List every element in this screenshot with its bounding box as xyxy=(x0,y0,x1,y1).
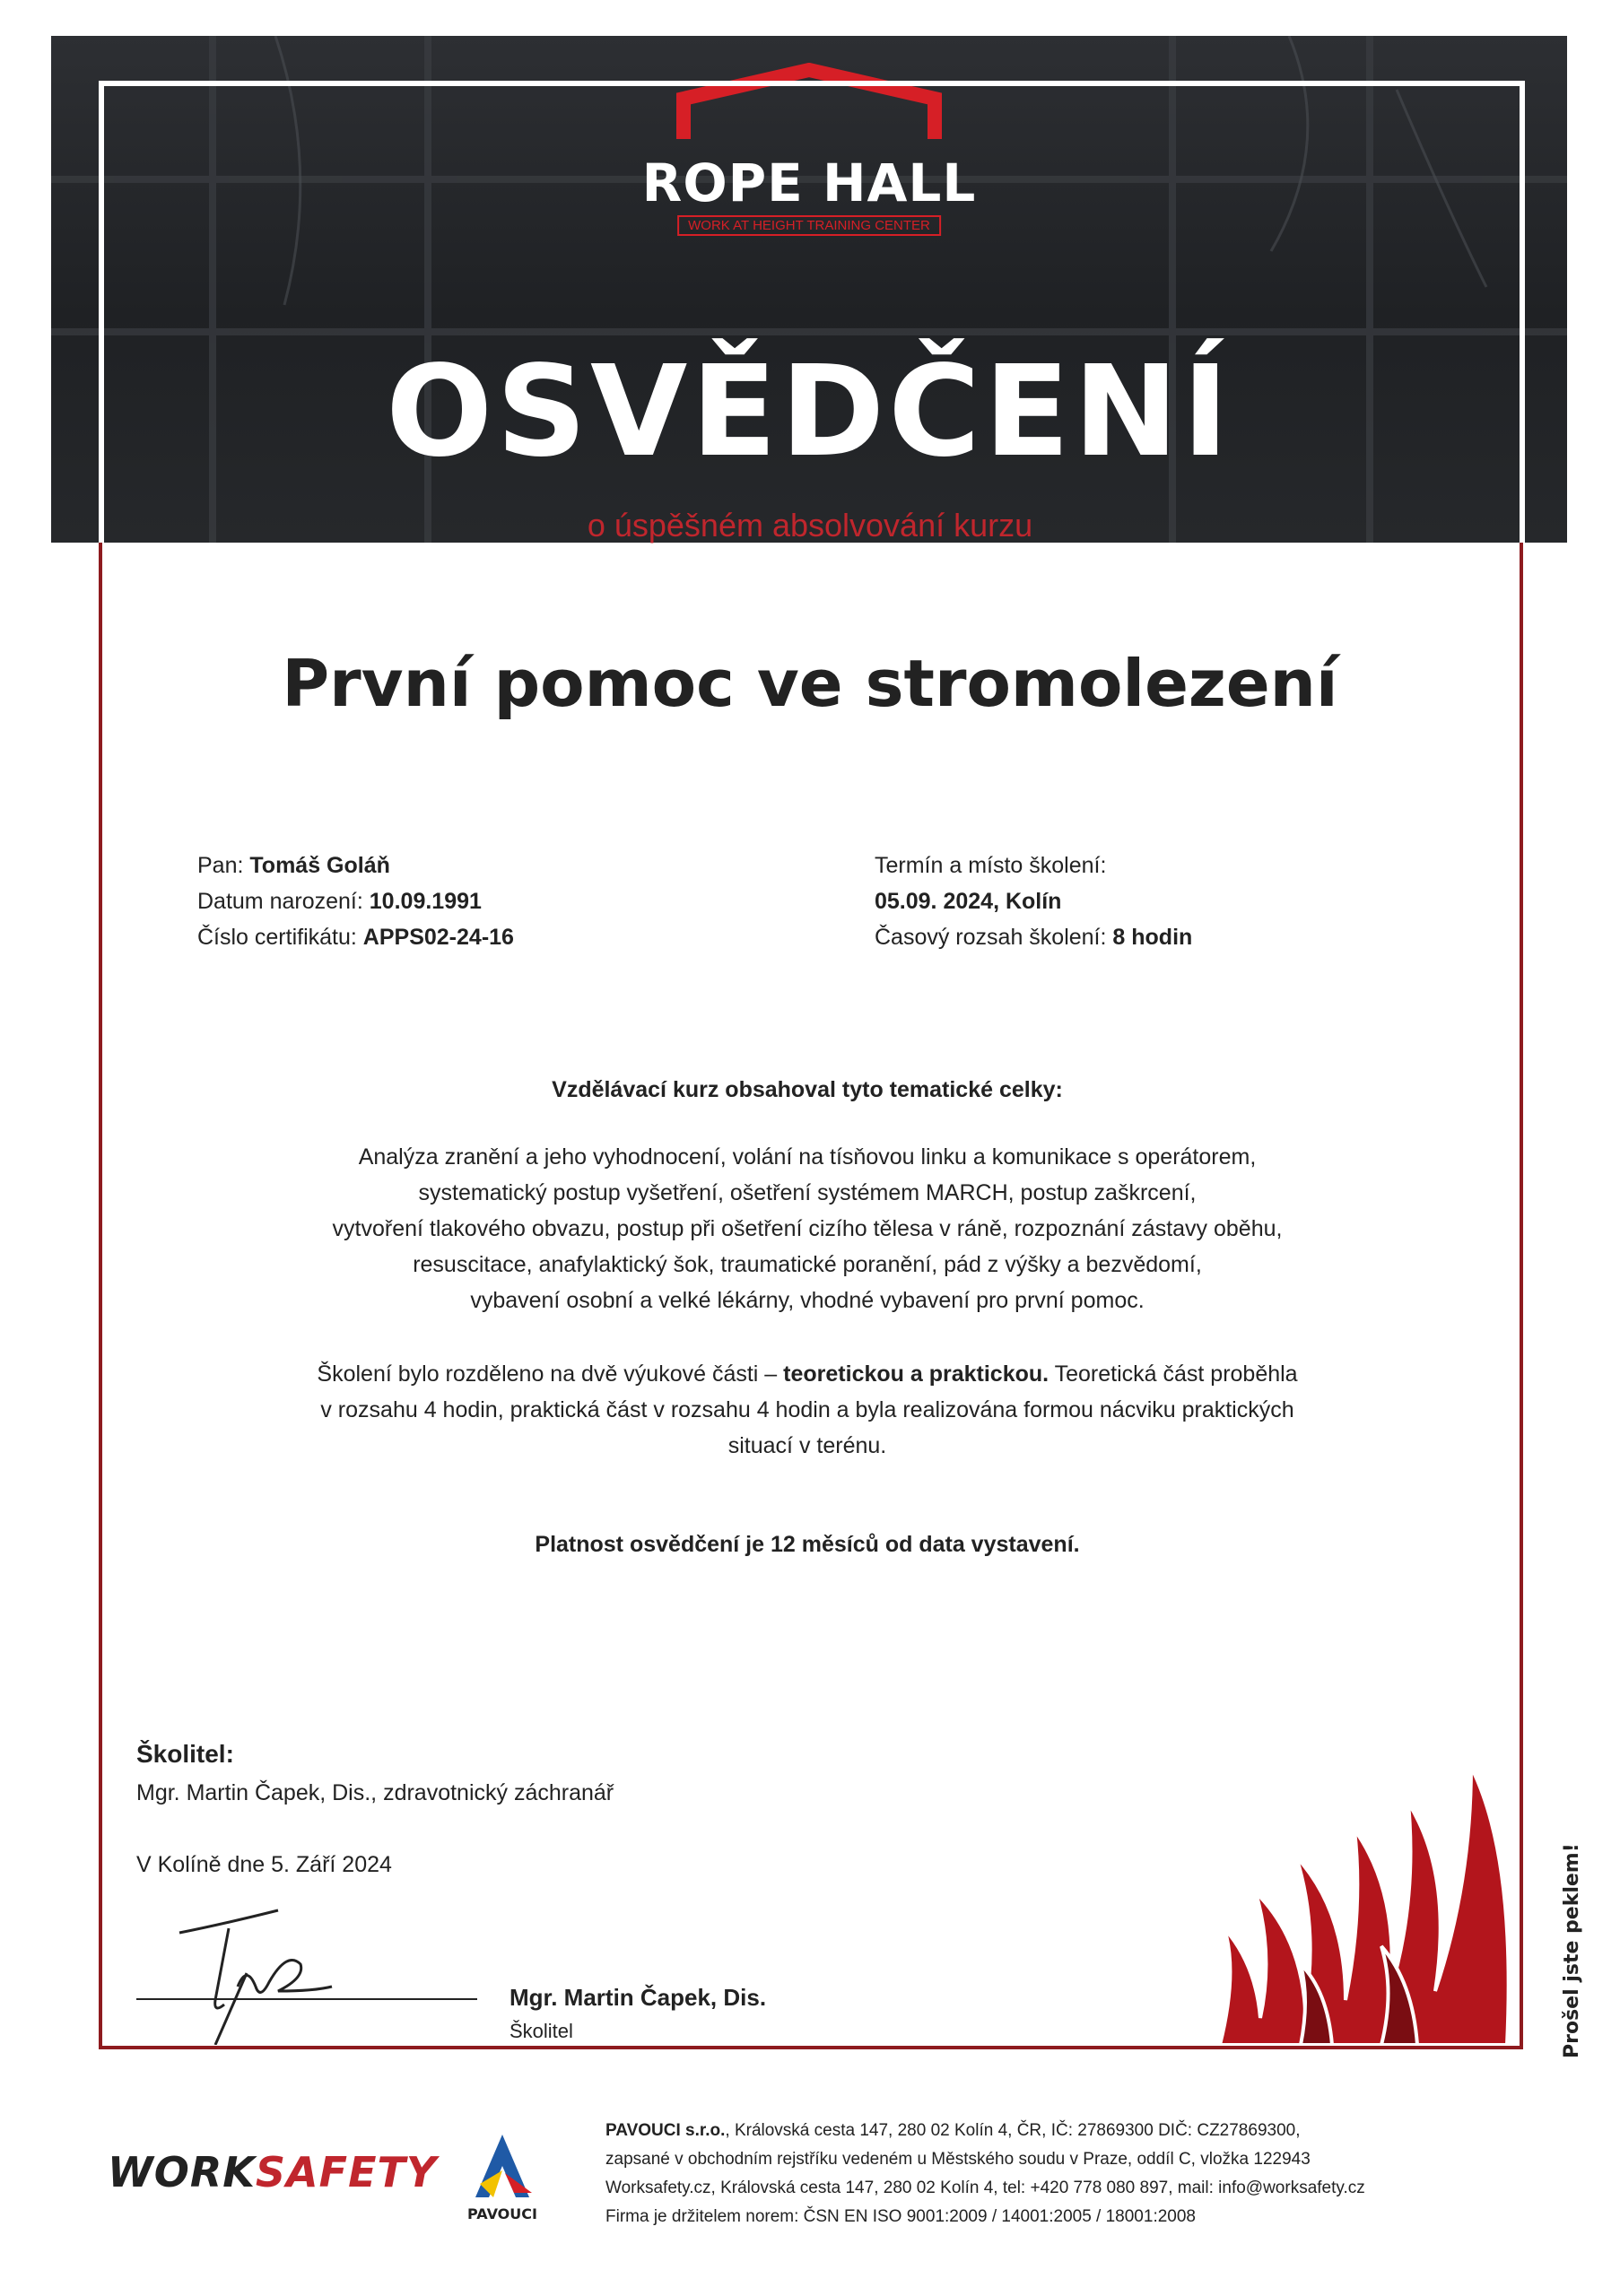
pavouci-label: PAVOUCI xyxy=(467,2205,537,2222)
slogan: Prošel jste peklem! xyxy=(1561,1843,1583,2058)
signature-role: Školitel xyxy=(510,2020,573,2042)
frame-top xyxy=(99,81,1525,86)
frame-right-upper xyxy=(1520,81,1525,543)
company-contact: Worksafety.cz, Královská cesta 147, 280 02 Kolín 4, tel: +420 778 080 897, mail: info@worksafety.cz xyxy=(605,2179,1365,2197)
certificate-subtitle: o úspěšném absolvování kurzu xyxy=(587,507,1033,544)
topic-line: vytvoření tlakového obvazu, postup při ošetření cizího tělesa v ráně, rozpoznání zástavy oběhu, xyxy=(332,1216,1283,1241)
ws-work: WORK xyxy=(108,2148,256,2196)
training-split xyxy=(206,1356,1408,1464)
worksafety-logo xyxy=(108,2148,437,2196)
pavouci-logo xyxy=(462,2130,543,2222)
duration-label: Časový rozsah školení: xyxy=(875,925,1107,950)
content-heading: Vzdělávací kurz obsahoval tyto tematické celky: xyxy=(552,1077,1063,1102)
when-where: 05.09. 2024, Kolín xyxy=(875,889,1062,914)
logo-tagline: WORK AT HEIGHT TRAINING CENTER xyxy=(677,215,941,236)
company-address: , Královská cesta 147, 280 02 Kolín 4, ČR, IČ: 27869300 DIČ: CZ27869300, xyxy=(725,2121,1301,2140)
training-info xyxy=(875,848,1192,955)
frame-bottom xyxy=(99,2046,1523,2049)
split-bold: teoretickou a praktickou. xyxy=(783,1361,1050,1387)
split-text: Školení bylo rozděleno na dvě výukové části – xyxy=(317,1361,784,1387)
cert-row xyxy=(197,919,514,955)
cert-number: APPS02-24-16 xyxy=(362,925,514,950)
duration-row xyxy=(875,919,1192,955)
split-line: situací v terénu. xyxy=(727,1433,887,1458)
when-where-label: Termín a místo školení: xyxy=(875,853,1107,878)
birth-label: Datum narození: xyxy=(197,889,363,914)
participant-info xyxy=(197,848,514,955)
topics-list xyxy=(206,1139,1408,1318)
topic-line: resuscitace, anafylaktický šok, traumatické poranění, pád z výšky a bezvědomí, xyxy=(413,1252,1202,1277)
company-registry: zapsané v obchodním rejstříku vedeném u Městského soudu v Praze, oddíl C, vložka 122943 xyxy=(605,2150,1311,2169)
frame-left xyxy=(99,543,102,2049)
signature-name: Mgr. Martin Čapek, Dis. xyxy=(510,1984,767,2011)
company-name: PAVOUCI s.r.o. xyxy=(605,2121,726,2140)
frame-left-upper xyxy=(99,81,104,543)
topic-line: Analýza zranění a jeho vyhodnocení, volání na tísňovou linku a komunikace s operátorem, xyxy=(358,1144,1257,1170)
name-label: Pan: xyxy=(197,853,244,878)
cert-label: Číslo certifikátu: xyxy=(197,925,357,950)
participant-name: Tomáš Goláň xyxy=(249,853,390,878)
signature-image xyxy=(161,1901,341,2045)
split-line: v rozsahu 4 hodin, praktická část v rozsahu 4 hodin a byla realizována formou nácviku praktických xyxy=(320,1397,1294,1422)
certificate-title: OSVĚDČENÍ xyxy=(386,339,1232,485)
pavouci-logo-icon xyxy=(462,2130,543,2202)
trainer-name: Mgr. Martin Čapek, Dis., zdravotnický záchranář xyxy=(136,1780,614,1805)
logo-text: ROPE HALL xyxy=(641,152,977,213)
topic-line: vybavení osobní a velké lékárny, vhodné vybavení pro první pomoc. xyxy=(470,1288,1145,1313)
company-norms: Firma je držitelem norem: ČSN EN ISO 9001:2009 / 14001:2005 / 18001:2008 xyxy=(605,2207,1196,2226)
signature-line xyxy=(136,1998,477,2000)
name-row xyxy=(197,848,514,883)
roof-icon xyxy=(675,63,944,144)
place-date: V Kolíně dne 5. Září 2024 xyxy=(136,1852,392,1877)
validity-note: Platnost osvědčení je 12 měsíců od data vystavení. xyxy=(535,1532,1080,1557)
frame-right xyxy=(1520,543,1523,2049)
flames-decoration xyxy=(1220,1749,1516,2045)
duration: 8 hodin xyxy=(1112,925,1193,950)
topic-line: systematický postup vyšetření, ošetření systémem MARCH, postup zaškrcení, xyxy=(418,1180,1197,1205)
trainer-label: Školitel: xyxy=(136,1740,234,1768)
rope-hall-logo xyxy=(51,63,1567,242)
ws-safety: SAFETY xyxy=(255,2148,438,2196)
certificate-header xyxy=(51,36,1567,543)
company-info xyxy=(605,2117,1365,2231)
course-title: První pomoc ve stromolezení xyxy=(282,646,1338,721)
split-text-post: Teoretická část proběhla xyxy=(1049,1361,1298,1387)
birth-date: 10.09.1991 xyxy=(369,889,482,914)
birth-row xyxy=(197,883,514,919)
